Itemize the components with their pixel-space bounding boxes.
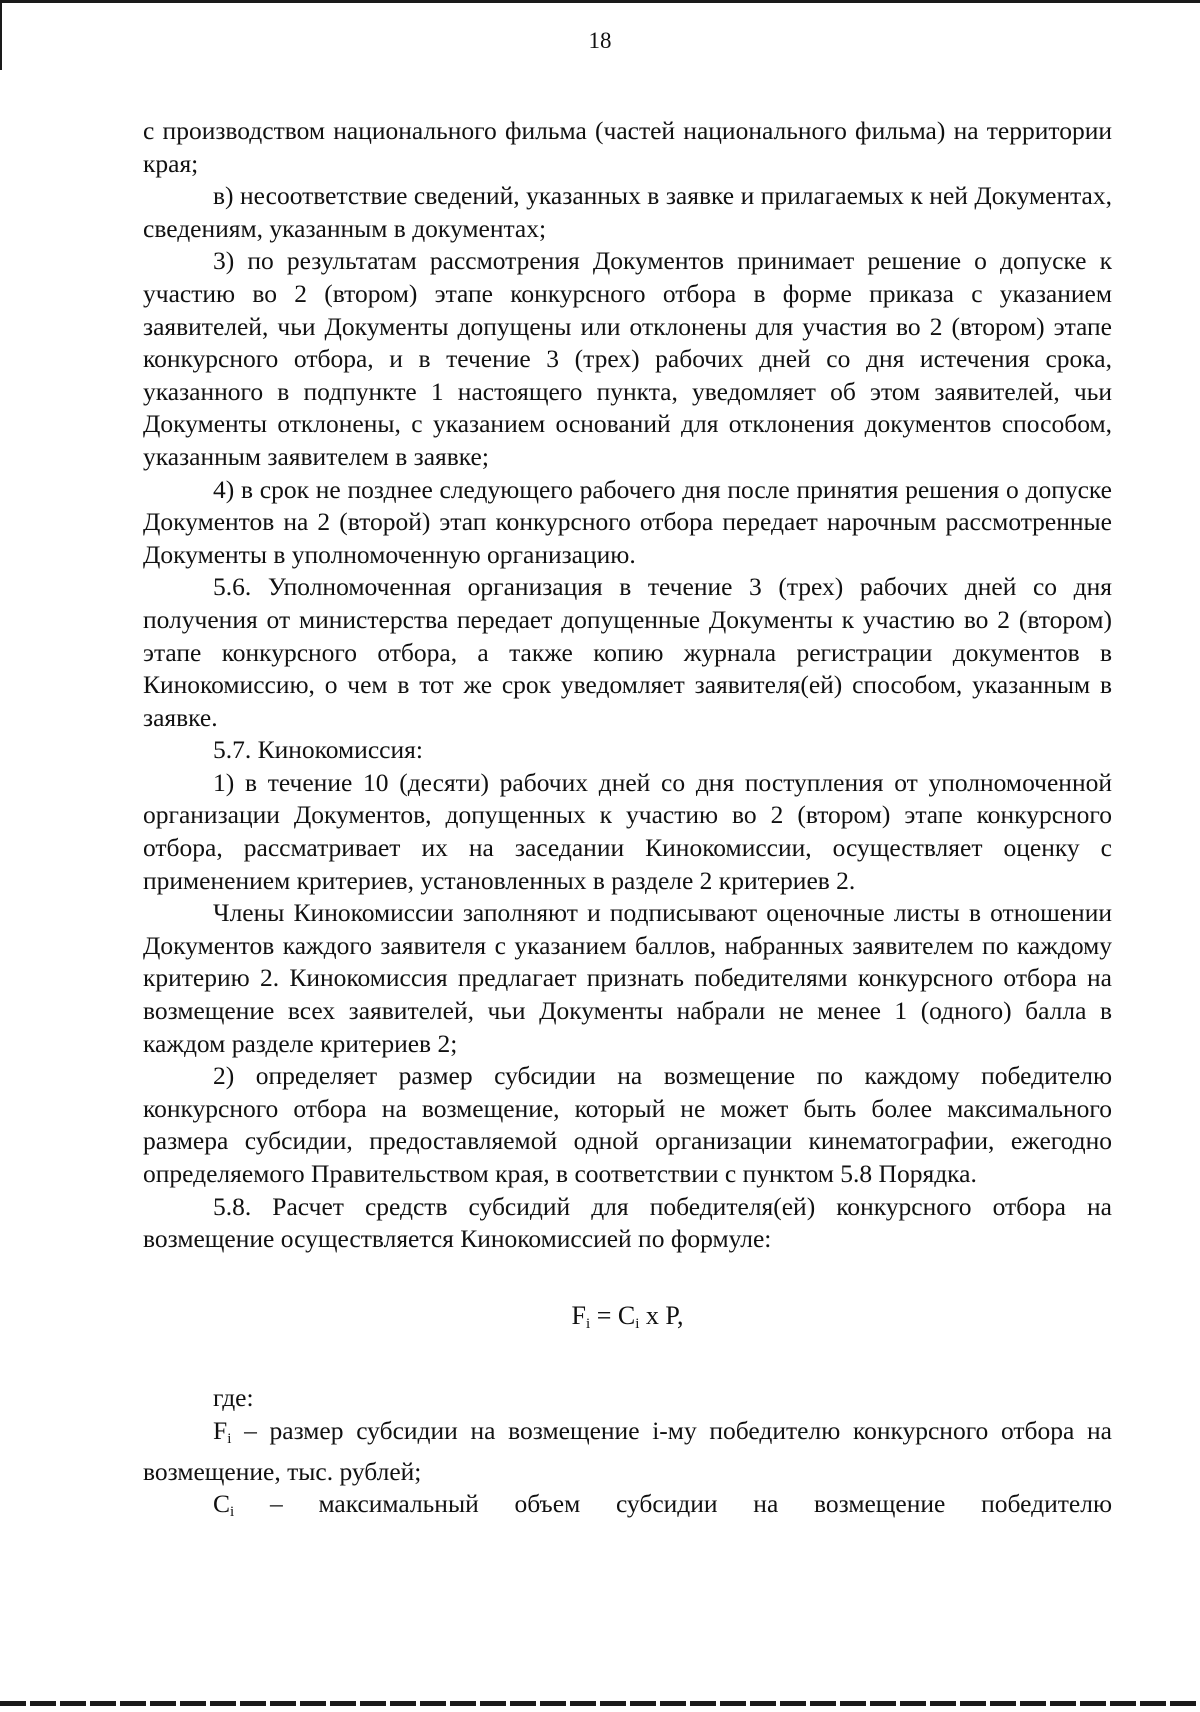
formula-f: F: [571, 1300, 587, 1330]
paragraph-5-7-item-1: 1) в течение 10 (десяти) рабочих дней со дня поступления от уполномоченной организации Документов, допущенных к участию во 2 (втором) этапе конкурсного отбора, рассматривает их на заседании Кинокомиссии, осуществляет оценку с применением критериев, установленных в разделе 2 критериев 2.: [143, 767, 1112, 895]
where-label: где:: [213, 1383, 254, 1413]
formula: [143, 1300, 1112, 1341]
paragraph-item-3: 3) по результатам рассмотрения Документов принимает решение о допуске к участию во 2 (втором) этапе конкурсного отбора в форме приказа с указанием заявителей, чьи Документы допущены или отклонены для участия во 2 (втором) этапе конкурсного отбора, и в течение 3 (трех) рабочих дней со дня истечения срока, указанного в подпункте 1 настоящего пункта, уведомляет об этом заявителей, чьи Документы отклонены, с указанием оснований для отклонения документов способом, указанным заявителем в заявке;: [143, 246, 1112, 471]
paragraph-5-8: 5.8. Расчет средств субсидий для победителя(ей) конкурсного отбора на возмещение осуществляется Кинокомиссией по формуле:: [143, 1191, 1112, 1254]
definition-fi-subscript: i: [227, 1430, 232, 1447]
definition-fi: [143, 1415, 1112, 1488]
definition-fi-text: – размер субсидии на возмещение i-му победителю конкурсного отбора на возмещение, тыс. рублей;: [143, 1415, 1112, 1486]
definition-ci: [143, 1488, 1112, 1529]
paragraph-continuation: с производством национального фильма (частей национального фильма) на территории края;: [143, 116, 1112, 178]
paragraph-5-7-heading: 5.7. Кинокомиссия:: [213, 735, 423, 765]
paragraph-commission-members: Члены Кинокомиссии заполняют и подписывают оценочные листы в отношении Документов каждого заявителя с указанием баллов, набранных заявителем по каждому критерию 2. Кинокомиссия предлагает признать победителями конкурсного отбора на возмещение всех заявителей, чьи Документы набрали не менее 1 (одного) балла в каждом разделе критериев 2;: [143, 898, 1112, 1058]
page-number: 18: [588, 28, 612, 53]
formula-equals: =: [590, 1300, 618, 1330]
scan-edge-bottom: [0, 1701, 1200, 1706]
definition-fi-symbol: F: [213, 1415, 228, 1445]
paragraph-item-4: 4) в срок не позднее следующего рабочего дня после принятия решения о допуске Документов на 2 (второй) этап конкурсного отбора передает нарочным рассмотренные Документы в уполномоченную организацию.: [143, 474, 1112, 569]
document-body: [143, 115, 1112, 1529]
paragraph-5-6: 5.6. Уполномоченная организация в течение 3 (трех) рабочих дней со дня получения от министерства передает допущенные Документы к участию во 2 (втором) этапе конкурсного отбора, а также копию журнала регистрации документов в Кинокомиссию, о чем в тот же срок уведомляет заявителя(ей) способом, указанным в заявке.: [143, 572, 1112, 732]
formula-c-subscript: i: [635, 1315, 640, 1332]
definition-ci-symbol: C: [213, 1489, 231, 1519]
definition-ci-text: – максимальный объем субсидии на возмещение победителю: [234, 1489, 1112, 1519]
paragraph-5-7-item-2: 2) определяет размер субсидии на возмещение по каждому победителю конкурсного отбора на возмещение, который не может быть более максимального размера субсидии, предоставляемой одной организации кинематографии, ежегодно определяемого Правительством края, в соответствии с пунктом 5.8 Порядка.: [143, 1061, 1112, 1188]
scan-edge-top: [0, 0, 1200, 3]
definition-ci-subscript: i: [230, 1504, 235, 1521]
formula-rest: x P,: [639, 1300, 684, 1330]
formula-c: C: [617, 1300, 636, 1330]
formula-f-subscript: i: [586, 1315, 591, 1332]
paragraph-item-v: в) несоответствие сведений, указанных в заявке и прилагаемых к ней Документах, сведениям, указанным в документах;: [143, 181, 1112, 243]
